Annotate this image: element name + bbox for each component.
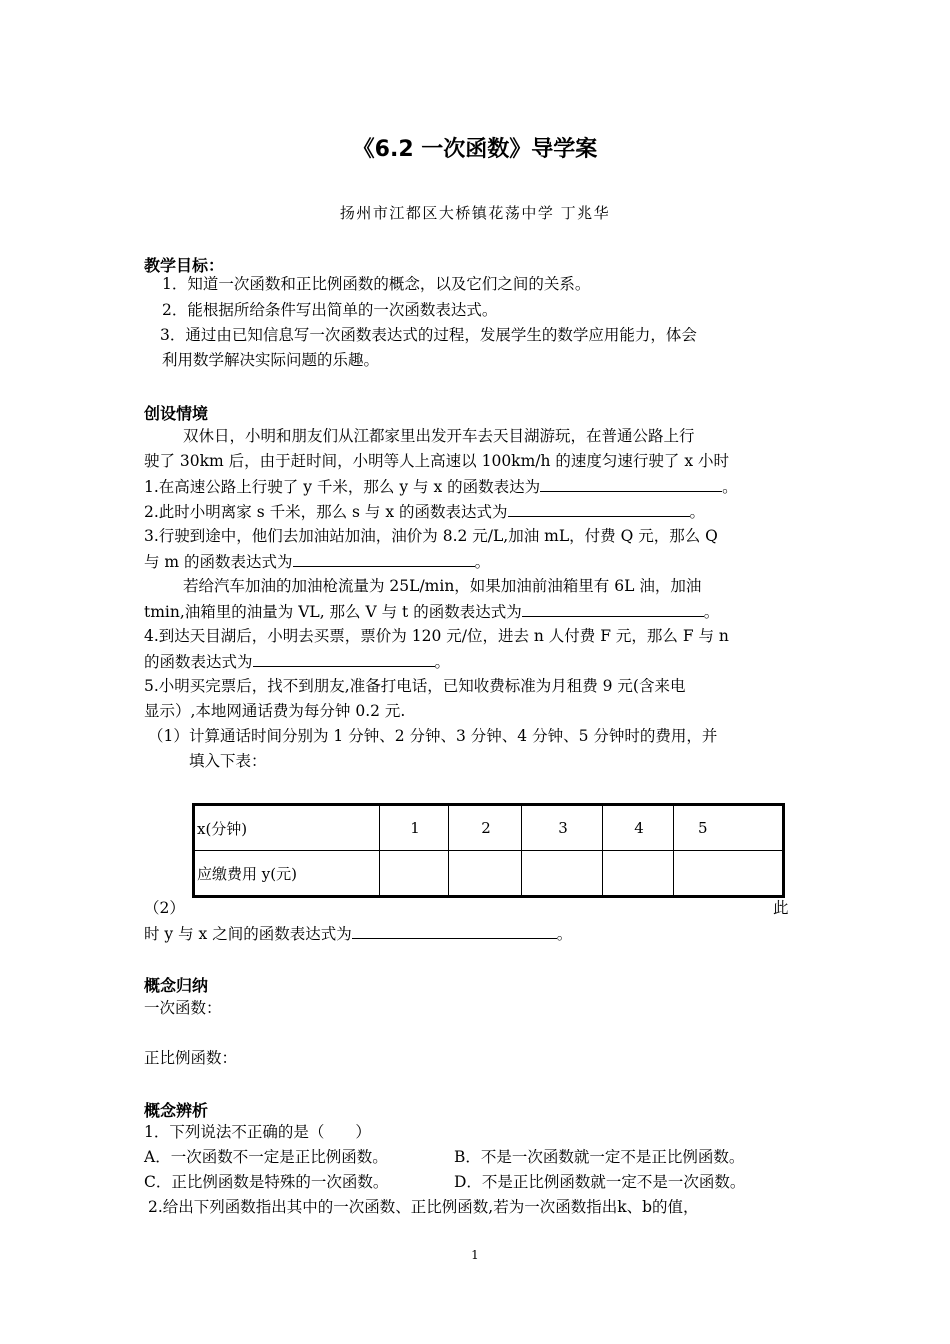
question-1	[144, 474, 738, 500]
table-cell: 5	[674, 805, 784, 851]
objective-item: 2．能根据所给条件写出简单的一次函数表达式。	[162, 301, 498, 319]
question-3b: 若给汽车加油的加油枪流量为 25L/min，如果加油前油箱里有 6L 油，加油	[183, 577, 702, 595]
sub-question-1: 计算通话时间分别为 1 分钟、2 分钟、3 分钟、4 分钟、5 分钟时的费用，并	[189, 727, 718, 745]
author-line: 扬州市江都区大桥镇花荡中学 丁兆华	[339, 204, 611, 222]
question-2	[144, 499, 705, 525]
table-header-cell: 应缴费用 y(元)	[194, 851, 380, 897]
period: 。	[689, 503, 706, 521]
option-a: A．一次函数不一定是正比例函数。	[144, 1148, 388, 1166]
question-3-cont	[144, 549, 490, 575]
period: 。	[722, 478, 738, 496]
question-3b-cont	[144, 599, 719, 625]
table-row	[194, 851, 784, 897]
scenario-heading: 创设情境	[144, 404, 209, 423]
scenario-intro: 驶了 30km 后，由于赶时间，小明等人上高速以 100km/h 的速度匀速行驶了 x 小时	[144, 452, 729, 470]
question-text: 与 m 的函数表达式为	[144, 553, 293, 571]
period: 。	[556, 925, 573, 943]
answer-blank[interactable]	[352, 921, 557, 939]
table-header-cell: x(分钟)	[194, 805, 380, 851]
sub-question-2-tail: 此	[773, 899, 789, 917]
analysis-question-1: 1．下列说法不正确的是（ ）	[144, 1123, 371, 1141]
period: 。	[474, 553, 491, 571]
period: 。	[434, 653, 451, 671]
table-cell: 2	[449, 805, 522, 851]
period: 。	[703, 603, 720, 621]
question-4-cont	[144, 649, 450, 675]
answer-blank[interactable]	[540, 474, 722, 492]
page-number: 1	[471, 1248, 479, 1262]
answer-blank[interactable]	[522, 599, 704, 617]
fee-input-cell[interactable]	[674, 851, 784, 897]
option-c: C．正比例函数是特殊的一次函数。	[144, 1173, 389, 1191]
proportional-function-label: 正比例函数：	[144, 1049, 238, 1067]
fee-table	[192, 803, 785, 898]
linear-function-label: 一次函数：	[144, 999, 222, 1017]
objective-item: 利用数学解决实际问题的乐趣。	[162, 351, 380, 369]
question-text: 1.在高速公路上行驶了 y 千米，那么 y 与 x 的函数表达为	[144, 478, 541, 496]
objective-item: 3．通过由已知信息写一次函数表达式的过程，发展学生的数学应用能力，体会	[160, 326, 697, 344]
sub-question-2-label: （2）	[144, 899, 185, 917]
fee-input-cell[interactable]	[522, 851, 603, 897]
fee-input-cell[interactable]	[449, 851, 522, 897]
objective-item: 1．知道一次函数和正比例函数的概念，以及它们之间的关系。	[162, 275, 591, 293]
sub-question-2	[144, 921, 572, 947]
answer-blank[interactable]	[253, 649, 435, 667]
table-cell: 4	[603, 805, 674, 851]
question-text: tmin,油箱里的油量为 VL, 那么 V 与 t 的函数表达式为	[144, 603, 522, 621]
question-text: 的函数表达式为	[144, 653, 253, 671]
table-row	[194, 805, 784, 851]
question-text: 时 y 与 x 之间的函数表达式为	[144, 925, 352, 943]
question-5: 5.小明买完票后，找不到朋友,准备打电话，已知收费标准为月租费 9 元(含来电	[144, 677, 686, 695]
objectives-heading: 教学目标：	[144, 256, 225, 275]
option-b: B．不是一次函数就一定不是正比例函数。	[454, 1148, 745, 1166]
question-4: 4.到达天目湖后，小明去买票，票价为 120 元/位，进去 n 人付费 F 元，那么 F 与 n	[144, 627, 729, 645]
sub-question-label: （1）	[148, 727, 189, 745]
option-d: D．不是正比例函数就一定不是一次函数。	[454, 1173, 746, 1191]
analysis-heading: 概念辨析	[144, 1101, 209, 1120]
answer-blank[interactable]	[508, 499, 690, 517]
analysis-question-2: 2.给出下列函数指出其中的一次函数、正比例函数,若为一次函数指出k、b的值，	[148, 1198, 699, 1216]
answer-blank[interactable]	[293, 549, 475, 567]
question-5-cont: 显示）,本地网通话费为每分钟 0.2 元.	[144, 702, 406, 720]
sub-question-1-cont: 填入下表：	[189, 752, 267, 770]
scenario-intro: 双休日，小明和朋友们从江都家里出发开车去天目湖游玩，在普通公路上行	[183, 427, 695, 445]
question-text: 2.此时小明离家 s 千米，那么 s 与 x 的函数表达式为	[144, 503, 508, 521]
fee-input-cell[interactable]	[603, 851, 674, 897]
question-3: 3.行驶到途中，他们去加油站加油，油价为 8.2 元/L,加油 mL，付费 Q 元，那么 Q	[144, 527, 718, 545]
fee-input-cell[interactable]	[380, 851, 449, 897]
table-cell: 1	[380, 805, 449, 851]
table-cell: 3	[522, 805, 603, 851]
page-title: 《6.2 一次函数》导学案	[352, 137, 598, 162]
concepts-heading: 概念归纳	[144, 976, 209, 995]
